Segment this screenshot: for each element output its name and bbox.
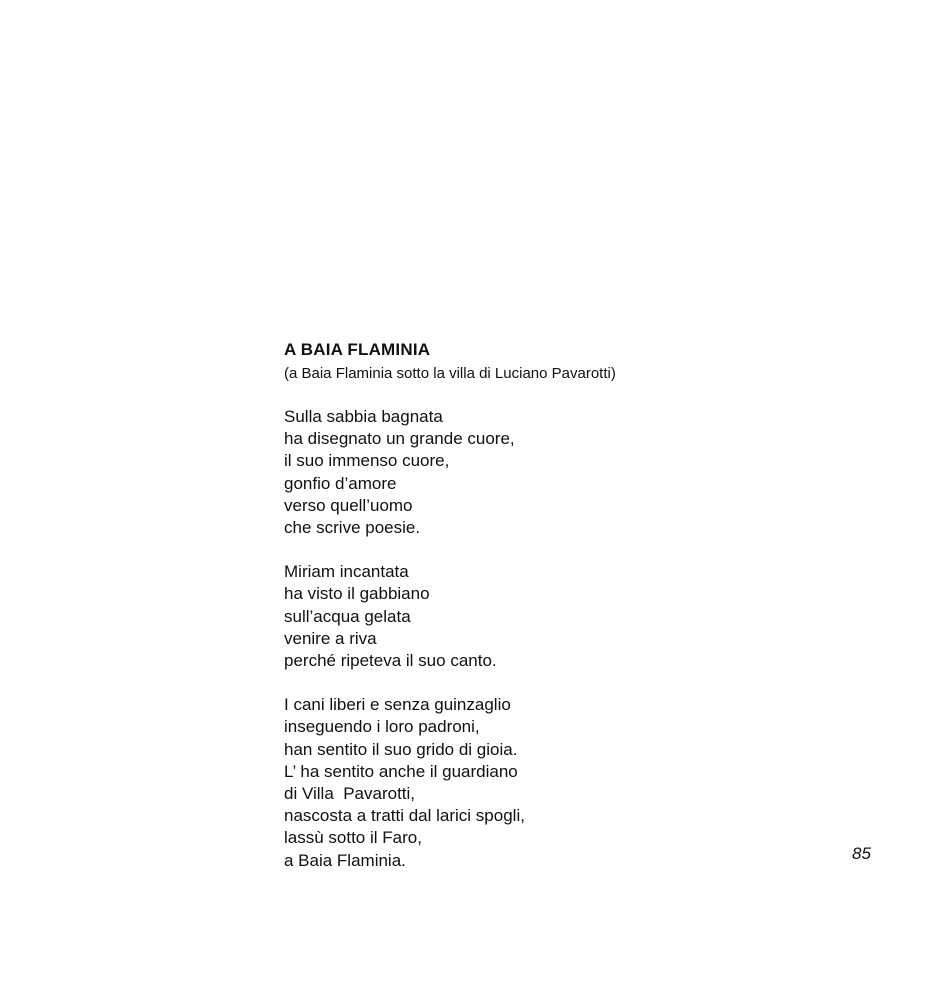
poem-line: inseguendo i loro padroni,	[284, 717, 480, 737]
poem-line: I cani liberi e senza guinzaglio	[284, 695, 511, 715]
stanza-3	[284, 694, 844, 872]
poem-line: L’ ha sentito anche il guardiano	[284, 761, 518, 781]
poem-line: di Villa Pavarotti,	[284, 784, 416, 804]
poem-line: lassù sotto il Faro,	[284, 828, 422, 848]
poem-line: han sentito il suo grido di gioia.	[284, 739, 518, 759]
page-number: 85	[852, 844, 871, 863]
poem-line: sull’acqua gelata	[284, 606, 411, 626]
poem-line: verso quell’uomo	[284, 495, 413, 515]
stanza-2	[284, 561, 844, 672]
poem-line: che scrive poesie.	[284, 518, 421, 538]
poem-line: Sulla sabbia bagnata	[284, 407, 443, 426]
poem-line: Miriam incantata	[284, 562, 409, 582]
poem-line: il suo immenso cuore,	[284, 451, 450, 471]
poem-line: venire a riva	[284, 628, 377, 648]
poem-line: gonfio d’amore	[284, 473, 397, 493]
poem	[284, 340, 844, 872]
poem-line: a Baia Flaminia.	[284, 850, 406, 870]
poem-line: perché ripeteva il suo canto.	[284, 651, 497, 671]
poem-line: ha visto il gabbiano	[284, 584, 430, 604]
poem-line: ha disegnato un grande cuore,	[284, 429, 515, 449]
poem-line: nascosta a tratti dal larici spogli,	[284, 806, 525, 826]
poem-title: A BAIA FLAMINIA	[284, 340, 431, 359]
poem-subtitle: (a Baia Flaminia sotto la villa di Luciano Pavarotti)	[284, 365, 616, 382]
stanza-1	[284, 406, 844, 539]
